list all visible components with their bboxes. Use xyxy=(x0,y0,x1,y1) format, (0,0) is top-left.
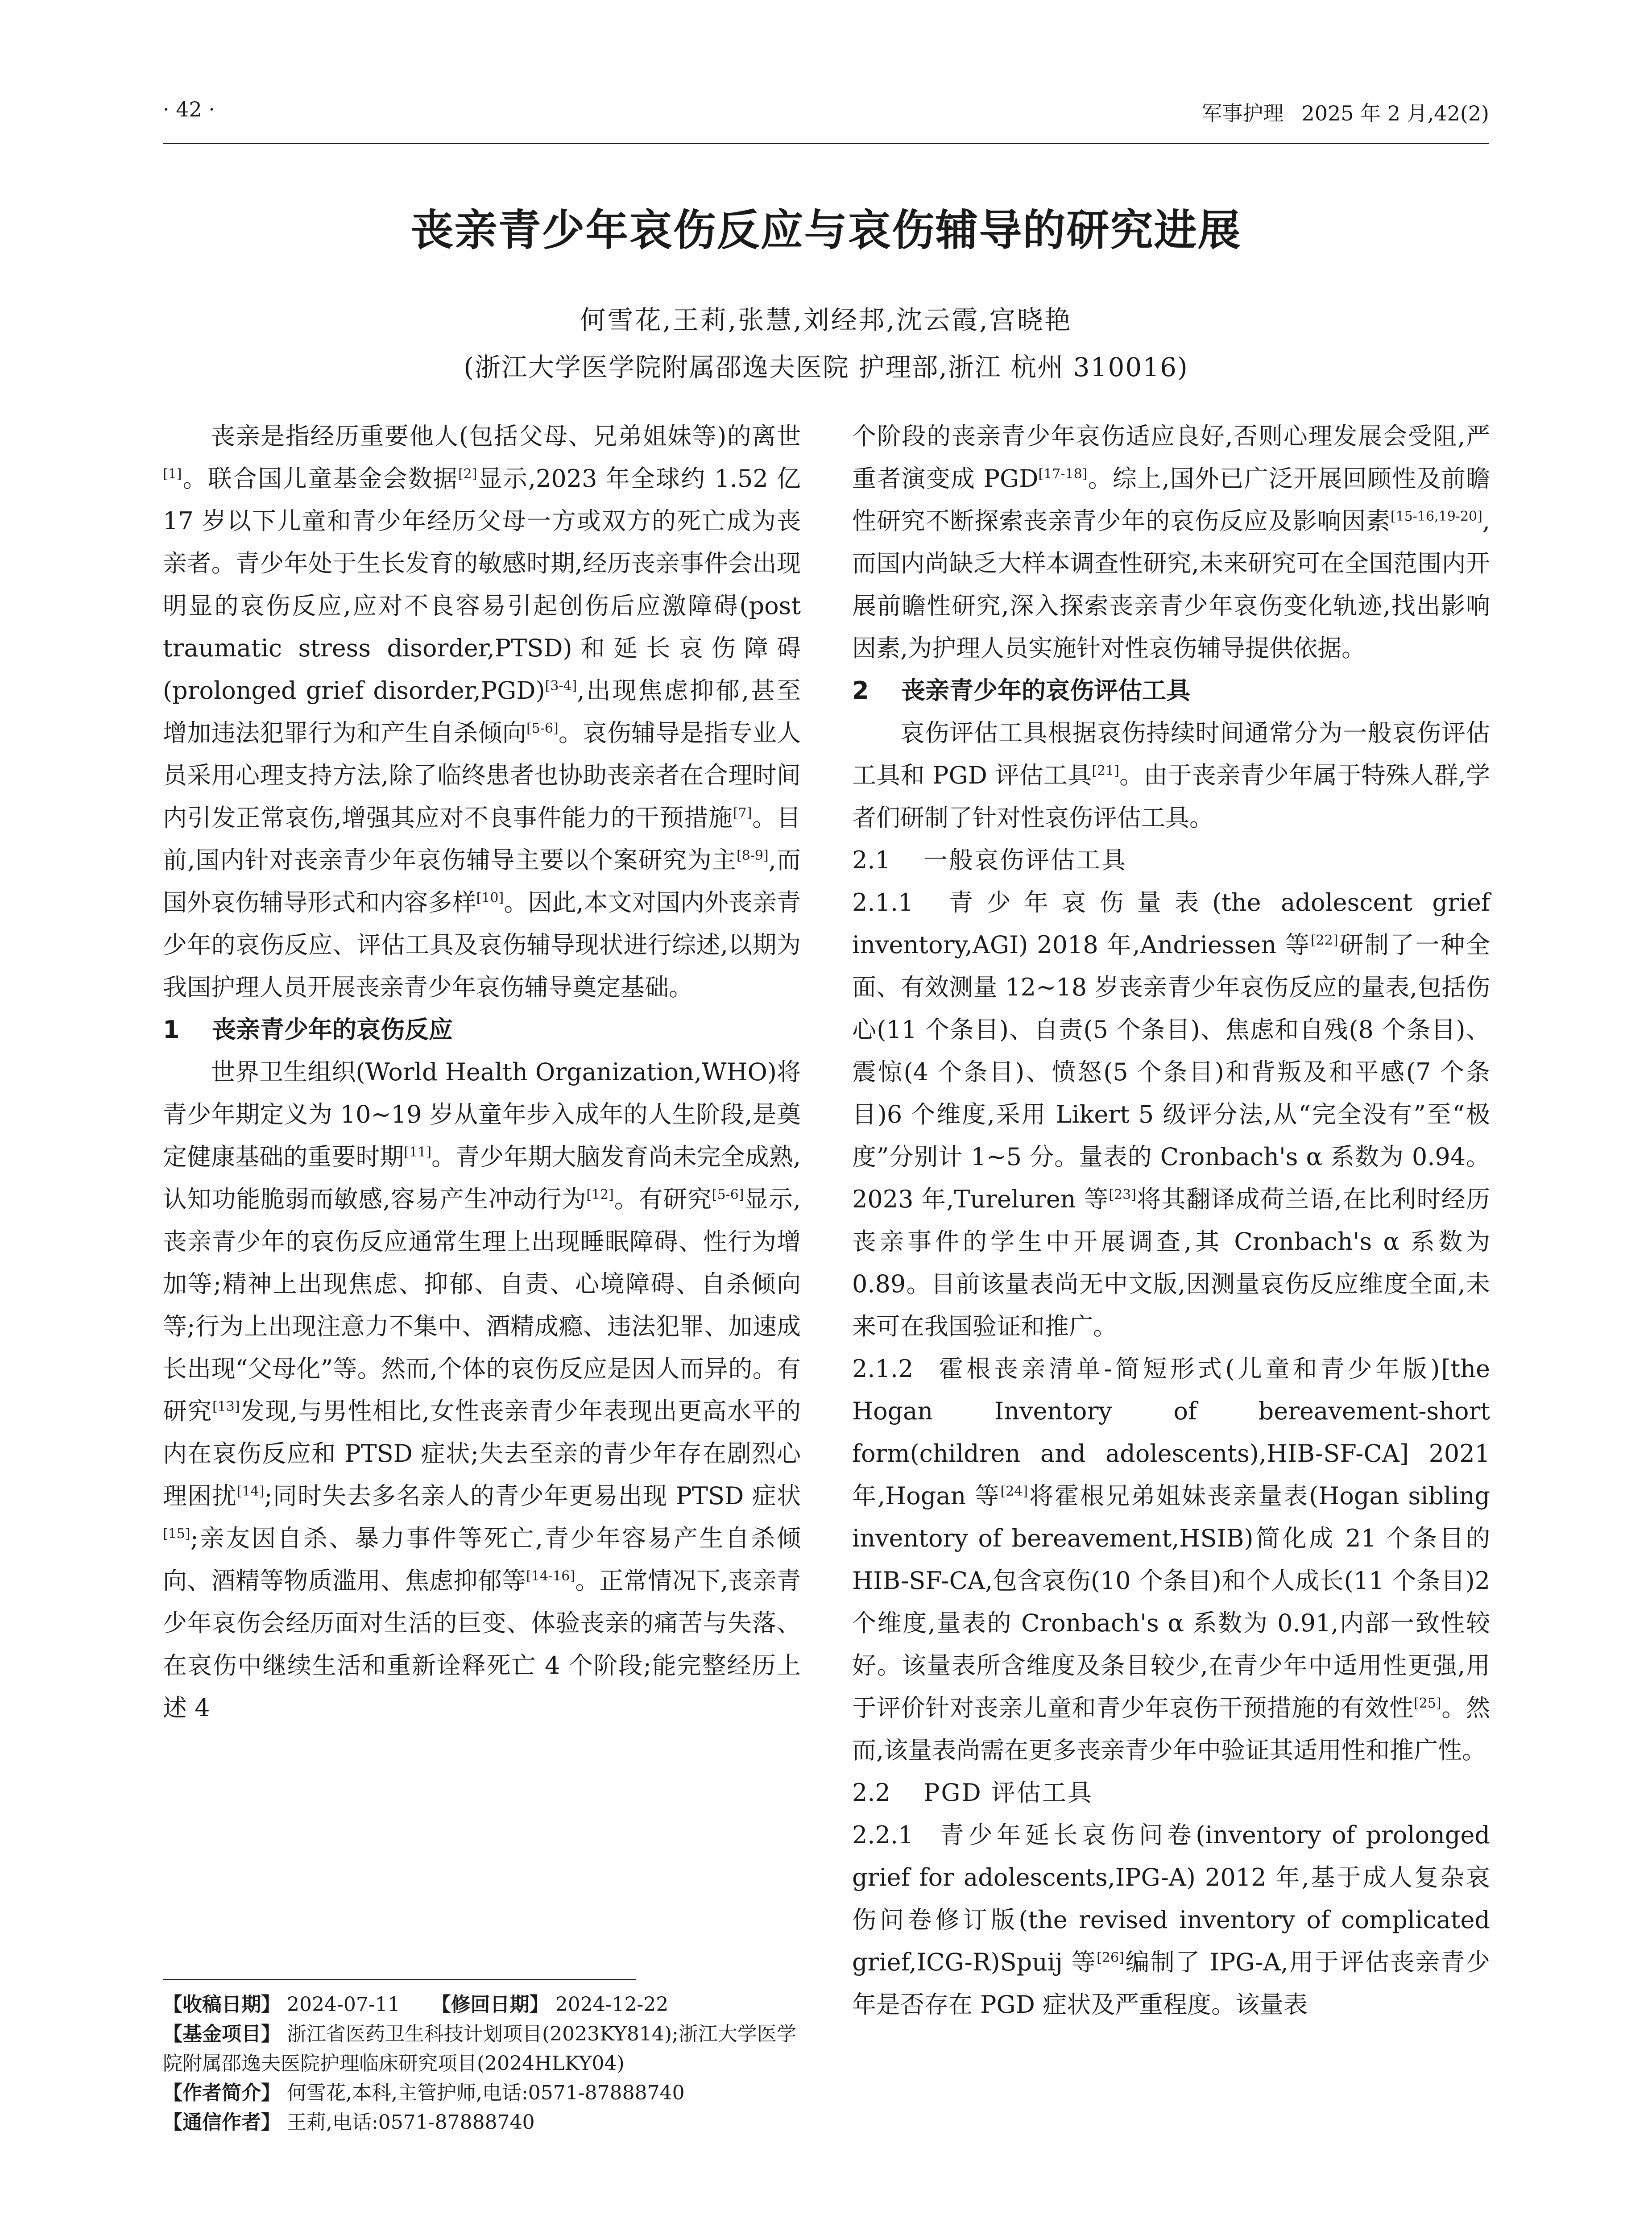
citation[interactable]: [7] xyxy=(733,805,752,821)
journal-issue-info xyxy=(1201,97,1489,127)
subsection-heading-2-2: 2.2 PGD 评估工具 xyxy=(852,1779,1093,1807)
author-affiliation: (浙江大学医学院附属邵逸夫医院 护理部,浙江 杭州 310016) xyxy=(464,352,1188,382)
issue-date: 2025 年 2 月,42(2) xyxy=(1301,101,1489,125)
citation[interactable]: [5-6] xyxy=(712,1187,744,1203)
footnote-funding: 【基金项目】 浙江省医药卫生科技计划项目(2023KY814);浙江大学医学院附属邵逸夫医院护理临床研究项目(2024HLKY04) xyxy=(163,2023,796,2075)
citation[interactable]: [5-6] xyxy=(526,721,559,736)
subsection-2-1-1: 2.1.1 青少年哀伤量表(the adolescent grief inventory,AGI) 2018 年,Andriessen 等[22]研制了一种全面、有效测量 12~18 岁丧亲青少年哀伤反应的量表,包括伤心(11 个条目)、自责(5 个条目)、焦虑和自残(8 个条目)、震惊(4 个条目)、愤怒(5 个条目)和背叛及和平感(7 个条目)6 个维度,采用 Likert 5 级评分法,从“完全没有”至“极度”分别计 1~5 分。量表的 Cronbach's α 系数为 0.94。2023 年,Tureluren 等[23]将其翻译成荷兰语,在比利时经历丧亲事件的学生中开展调查,其 Cronbach's α 系数为 0.89。目前该量表尚无中文版,因测量哀伤反应维度全面,未来可在我国验证和推广。 xyxy=(852,888,1490,1340)
section-2-paragraph: 哀伤评估工具根据哀伤持续时间通常分为一般哀伤评估工具和 PGD 评估工具[21]。由于丧亲青少年属于特殊人群,学者们研制了针对性哀伤评估工具。 xyxy=(852,719,1490,832)
citation[interactable]: [14-16] xyxy=(526,1568,576,1584)
page-number: · 42 · xyxy=(163,97,215,121)
citation[interactable]: [2] xyxy=(458,466,477,482)
citation[interactable]: [25] xyxy=(1413,1696,1441,1711)
citation[interactable]: [17-18] xyxy=(1038,466,1088,482)
citation[interactable]: [11] xyxy=(404,1145,432,1160)
citation[interactable]: [13] xyxy=(212,1399,240,1414)
citation[interactable]: [21] xyxy=(1092,763,1119,779)
citation[interactable]: [15-16,19-20] xyxy=(1390,509,1482,524)
article-title: 丧亲青少年哀伤反应与哀伤辅导的研究进展 xyxy=(410,205,1242,255)
header-divider xyxy=(163,143,1489,144)
left-column xyxy=(163,415,801,1729)
citation[interactable]: [1] xyxy=(163,466,182,482)
scale-name: 青少年延长哀伤问卷 xyxy=(937,1821,1196,1849)
section-heading-1: 1 丧亲青少年的哀伤反应 xyxy=(163,1016,453,1044)
journal-name: 军事护理 xyxy=(1201,101,1284,125)
footnote-dates: 【收稿日期】 2024-07-11 【修回日期】 2024-12-22 xyxy=(163,1993,669,2016)
citation[interactable]: [8-9] xyxy=(736,848,769,863)
citation[interactable]: [23] xyxy=(1109,1187,1136,1203)
section-heading-2: 2 丧亲青少年的哀伤评估工具 xyxy=(852,676,1190,705)
intro-paragraph: 丧亲是指经历重要他人(包括父母、兄弟姐妹等)的离世[1]。联合国儿童基金会数据[2]显示,2023 年全球约 1.52 亿 17 岁以下儿童和青少年经历父母一方或双方的死亡成为丧亲者。青少年处于生长发育的敏感时期,经历丧亲事件会出现明显的哀伤反应,应对不良容易引起创伤后应激障碍(post traumatic stress disorder,PTSD)和延长哀伤障碍(prolonged grief disorder,PGD)[3-4],出现焦虑抑郁,甚至增加违法犯罪行为和产生自杀倾向[5-6]。哀伤辅导是指专业人员采用心理支持方法,除了临终患者也协助丧亲者在合理时间内引发正常哀伤,增强其应对不良事件能力的干预措施[7]。目前,国内针对丧亲青少年哀伤辅导主要以个案研究为主[8-9],而国外哀伤辅导形式和内容多样[10]。因此,本文对国内外丧亲青少年的哀伤反应、评估工具及哀伤辅导现状进行综述,以期为我国护理人员开展丧亲青少年哀伤辅导奠定基础。 xyxy=(163,422,801,1001)
right-column xyxy=(852,415,1490,2026)
citation[interactable]: [3-4] xyxy=(545,678,577,694)
citation[interactable]: [26] xyxy=(1097,1950,1124,1966)
citation[interactable]: [22] xyxy=(1310,933,1338,948)
continued-paragraph: 个阶段的丧亲青少年哀伤适应良好,否则心理发展会受阻,严重者演变成 PGD[17-18]。综上,国外已广泛开展回顾性及前瞻性研究不断探索丧亲青少年的哀伤反应及影响因素[15-16,19-20],而国内尚缺乏大样本调查性研究,未来研究可在全国范围内开展前瞻性研究,深入探索丧亲青少年哀伤变化轨迹,找出影响因素,为护理人员实施针对性哀伤辅导提供依据。 xyxy=(852,422,1490,662)
subsection-heading-2-1: 2.1 一般哀伤评估工具 xyxy=(852,846,1127,874)
citation[interactable]: [10] xyxy=(476,890,504,906)
section-1-paragraph: 世界卫生组织(World Health Organization,WHO)将青少年期定义为 10~19 岁从童年步入成年的人生阶段,是奠定健康基础的重要时期[11]。青少年期大脑发育尚未完全成熟,认知功能脆弱而敏感,容易产生冲动行为[12]。有研究[5-6]显示,丧亲青少年的哀伤反应通常生理上出现睡眠障碍、性行为增加等;精神上出现焦虑、抑郁、自责、心境障碍、自杀倾向等;行为上出现注意力不集中、酒精成瘾、违法犯罪、加速成长出现“父母化”等。然而,个体的哀伤反应是因人而异的。有研究[13]发现,与男性相比,女性丧亲青少年表现出更高水平的内在哀伤反应和 PTSD 症状;失去至亲的青少年存在剧烈心理困扰[14];同时失去多名亲人的青少年更易出现 PTSD 症状[15];亲友因自杀、暴力事件等死亡,青少年容易产生自杀倾向、酒精等物质滥用、焦虑抑郁等[14-16]。正常情况下,丧亲青少年哀伤会经历面对生活的巨变、体验丧亲的痛苦与失落、在哀伤中继续生活和重新诠释死亡 4 个阶段;能完整经历上述 4 xyxy=(163,1058,801,1722)
scale-name: 青少年哀伤量表 xyxy=(937,888,1213,916)
subsection-2-2-1: 2.2.1 青少年延长哀伤问卷(inventory of prolonged grief for adolescents,IPG-A) 2012 年,基于成人复杂哀伤问卷修订版(the revised inventory of complicated grief,ICG-R)Spuij 等[26]编制了 IPG-A,用于评估丧亲青少年是否存在 PGD 症状及严重程度。该量表 xyxy=(852,1821,1490,2019)
citation[interactable]: [14] xyxy=(236,1484,265,1499)
footnote-divider xyxy=(163,1979,636,1980)
received-date: 2024-07-11 xyxy=(287,1993,400,2016)
author-list: 何雪花,王莉,张慧,刘经邦,沈云霞,宫晓艳 xyxy=(580,305,1072,335)
citation[interactable]: [24] xyxy=(1000,1484,1028,1499)
footnote-corresponding: 【通信作者】 王莉,电话:0571-87888740 xyxy=(163,2111,535,2134)
subsection-2-1-2: 2.1.2 霍根丧亲清单-简短形式(儿童和青少年版)[the Hogan Inventory of bereavement-short form(children and adolescents),HIB-SF-CA] 2021 年,Hogan 等[24]将霍根兄弟姐妹丧亲量表(Hogan sibling inventory of bereavement,HSIB)简化成 21 个条目的 HIB-SF-CA,包含哀伤(10 个条目)和个人成长(11 个条目)2 个维度,量表的 Cronbach's α 系数为 0.91,内部一致性较好。该量表所含维度及条目较少,在青少年中适用性更强,用于评价针对丧亲儿童和青少年哀伤干预措施的有效性[25]。然而,该量表尚需在更多丧亲青少年中验证其适用性和推广性。 xyxy=(852,1355,1491,1764)
footnotes xyxy=(163,1990,801,2137)
footnote-author: 【作者简介】 何雪花,本科,主管护师,电话:0571-87888740 xyxy=(163,2082,685,2104)
citation[interactable]: [15] xyxy=(163,1526,190,1542)
scale-name: 霍根丧亲清单-简短形式(儿童和青少年版) xyxy=(937,1355,1441,1383)
revised-date: 2024-12-22 xyxy=(555,1993,669,2016)
citation[interactable]: [12] xyxy=(586,1187,614,1203)
